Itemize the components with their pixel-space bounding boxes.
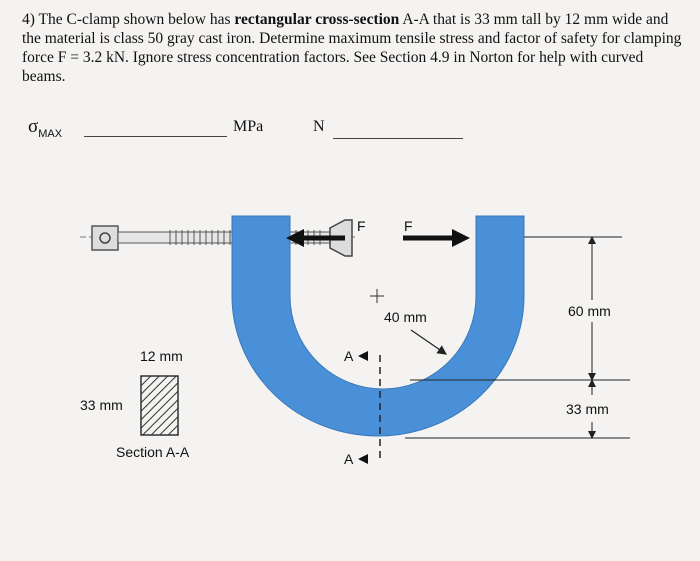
section-arrow-top [358,351,368,361]
problem-text-b: A-A that is 33 mm tall by 12 mm wide and the material is class 50 gray cast iron. Determine maximum tensile stress and factor of safety for clamping force F = 3.2 kN. Ignore stress concentration factors. See Section 4.9 in Norton for help with curved beams. [22,11,682,85]
problem-bold-phrase: rectangular cross-section [234,11,400,28]
inner-radius-leader [411,330,443,352]
inner-radius-label: 40 mm [384,309,427,325]
safety-factor-label: N [313,118,325,135]
section-marker-bottom: A [344,451,354,467]
sigma-max-label: $\sigma_{MAX}$ [28,116,63,140]
center-mark [370,289,384,303]
section-marker-top: A [344,348,354,364]
screw-handle [92,226,118,250]
stress-unit: MPa [233,118,264,135]
dim-60-label: 60 mm [568,303,611,319]
section-height-label: 33 mm [80,397,123,413]
force-label-right: F [404,218,413,234]
section-width-label: 12 mm [140,348,183,364]
problem-text-a: The C-clamp shown below has [38,11,231,28]
section-arrow-bottom [358,454,368,464]
problem-number: 4) [22,11,35,28]
force-arrowhead-right [452,229,470,247]
force-label-left: F [357,218,366,234]
section-caption: Section A-A [116,444,190,460]
dim-33-right-label: 33 mm [566,401,609,417]
section-rectangle [141,376,178,435]
clamp-body [232,216,524,436]
